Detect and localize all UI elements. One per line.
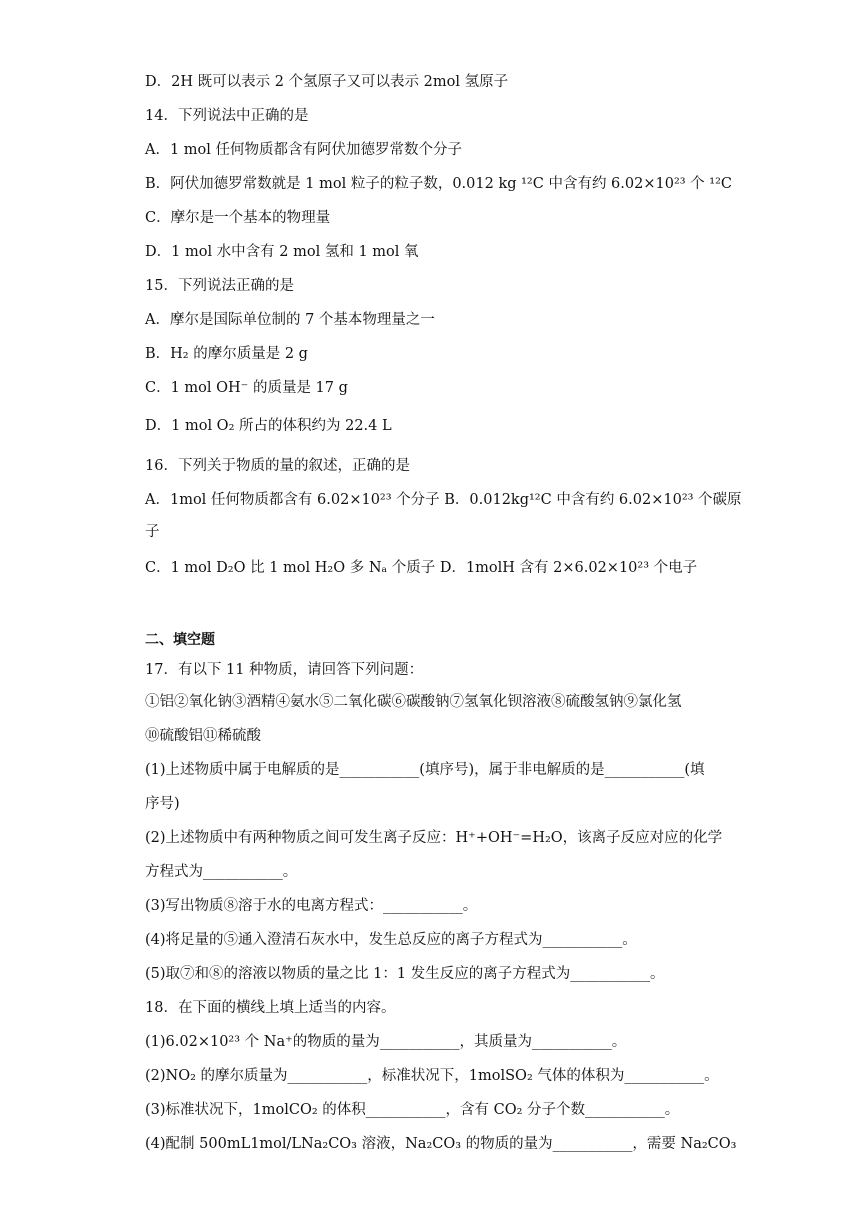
q17-part3: (3)写出物质⑧溶于水的电离方程式：___________。 — [145, 898, 478, 914]
q18-part4: (4)配制 500mL1mol/LNa₂CO₃ 溶液，Na₂CO₃ 的物质的量为___________，需要 Na₂CO₃ — [145, 1136, 737, 1152]
q13-option-d: D．2H 既可以表示 2 个氢原子又可以表示 2mol 氢原子 — [145, 74, 509, 90]
q14-option-a: A．1 mol 任何物质都含有阿伏加德罗常数个分子 — [145, 142, 463, 158]
q18-stem: 18．在下面的横线上填上适当的内容。 — [145, 1000, 396, 1016]
q16-stem: 16．下列关于物质的量的叙述，正确的是 — [145, 458, 410, 474]
q16-options-ab: A．1mol 任何物质都含有 6.02×10²³ 个分子 B．0.012kg¹²C 中含有约 6.02×10²³ 个碳原 — [145, 492, 742, 508]
q18-part1: (1)6.02×10²³ 个 Na⁺的物质的量为___________，其质量为___________。 — [145, 1034, 627, 1050]
q17-part2-wrap: 方程式为___________。 — [145, 864, 298, 880]
q14-stem: 14．下列说法中正确的是 — [145, 108, 309, 124]
q17-substances-line2: ⑩硫酸铝⑪稀硫酸 — [145, 728, 261, 744]
q15-stem: 15．下列说法正确的是 — [145, 278, 294, 294]
q15-option-d: D．1 mol O₂ 所占的体积约为 22.4 L — [145, 418, 392, 434]
q17-stem: 17．有以下 11 种物质，请回答下列问题： — [145, 662, 424, 678]
q17-part5: (5)取⑦和⑧的溶液以物质的量之比 1：1 发生反应的离子方程式为___________。 — [145, 966, 665, 982]
q14-option-d: D．1 mol 水中含有 2 mol 氢和 1 mol 氧 — [145, 244, 419, 260]
q18-part3: (3)标准状况下，1molCO₂ 的体积___________，含有 CO₂ 分子个数___________。 — [145, 1102, 680, 1118]
q14-option-c: C．摩尔是一个基本的物理量 — [145, 210, 331, 226]
q17-part1-wrap: 序号) — [145, 796, 180, 812]
q16-options-cd: C．1 mol D₂O 比 1 mol H₂O 多 Nₐ 个质子 D．1molH 含有 2×6.02×10²³ 个电子 — [145, 560, 698, 576]
q14-option-b: B．阿伏加德罗常数就是 1 mol 粒子的粒子数，0.012 kg ¹²C 中含有约 6.02×10²³ 个 ¹²C — [145, 176, 733, 192]
q15-option-a: A．摩尔是国际单位制的 7 个基本物理量之一 — [145, 312, 435, 328]
q15-option-c: C．1 mol OH⁻ 的质量是 17 g — [145, 380, 348, 396]
q15-option-b: B．H₂ 的摩尔质量是 2 g — [145, 346, 308, 362]
q17-substances-line1: ①铝②氧化钠③酒精④氨水⑤二氧化碳⑥碳酸钠⑦氢氧化钡溶液⑧硫酸氢钠⑨氯化氢 — [145, 694, 682, 710]
q17-part2: (2)上述物质中有两种物质之间可发生离子反应：H⁺+OH⁻=H₂O，该离子反应对应的化学 — [145, 830, 723, 846]
q18-part2: (2)NO₂ 的摩尔质量为___________，标准状况下，1molSO₂ 气体的体积为___________。 — [145, 1068, 719, 1084]
section-heading-fill-in: 二、填空题 — [145, 632, 215, 648]
q17-part1: (1)上述物质中属于电解质的是___________(填序号)，属于非电解质的是___________(填 — [145, 762, 705, 778]
q17-part4: (4)将足量的⑤通入澄清石灰水中，发生总反应的离子方程式为___________。 — [145, 932, 637, 948]
q16-option-b-wrap: 子 — [145, 524, 160, 540]
